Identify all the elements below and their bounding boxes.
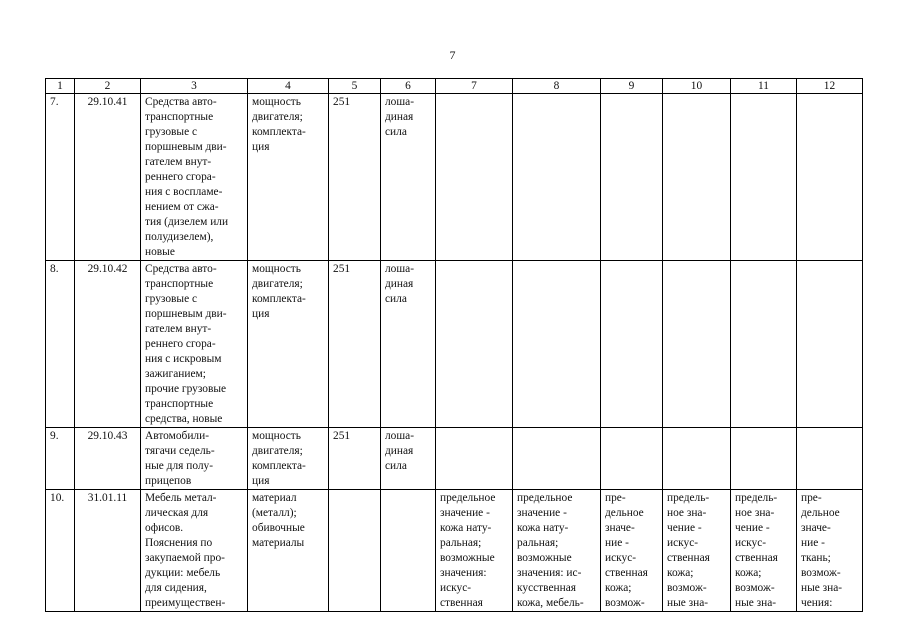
okei-code: 251 xyxy=(329,428,381,490)
okpd2-code: 29.10.42 xyxy=(75,261,141,428)
page-number: 7 xyxy=(449,48,456,62)
value-cell: предель- ное зна- чение - искус- ственная кожа; возмож- ные зна- xyxy=(663,490,731,612)
unit-name: лоша- диная сила xyxy=(381,428,436,490)
table-row xyxy=(46,261,863,428)
column-header: 7 xyxy=(436,79,513,94)
column-header: 2 xyxy=(75,79,141,94)
row-number: 7. xyxy=(46,94,75,261)
value-cell xyxy=(663,261,731,428)
unit-name: лоша- диная сила xyxy=(381,261,436,428)
column-header: 12 xyxy=(797,79,863,94)
okpd2-code: 29.10.41 xyxy=(75,94,141,261)
value-cell xyxy=(601,94,663,261)
okpd2-code: 29.10.43 xyxy=(75,428,141,490)
row-number: 8. xyxy=(46,261,75,428)
column-header: 3 xyxy=(141,79,248,94)
okei-code: 251 xyxy=(329,261,381,428)
value-cell xyxy=(601,261,663,428)
value-cell xyxy=(731,261,797,428)
column-header: 11 xyxy=(731,79,797,94)
product-name: Средства авто- транспортные грузовые с поршневым дви- гателем внут- реннего сгора- ния с искровым зажиганием; прочие грузовые транспортные средства, новые xyxy=(141,261,248,428)
value-cell: предельное значение - кожа нату- ральная; возможные значения: искус- ственная xyxy=(436,490,513,612)
value-cell xyxy=(663,94,731,261)
value-cell xyxy=(797,261,863,428)
value-cell xyxy=(663,428,731,490)
value-cell xyxy=(731,94,797,261)
column-header: 4 xyxy=(248,79,329,94)
value-cell: предель- ное зна- чение - искус- ственная кожа; возмож- ные зна- xyxy=(731,490,797,612)
value-cell xyxy=(513,94,601,261)
okei-code xyxy=(329,490,381,612)
column-header: 8 xyxy=(513,79,601,94)
value-cell: пре- дельное значе- ние - искус- ственная кожа; возмож- xyxy=(601,490,663,612)
column-header: 9 xyxy=(601,79,663,94)
row-number: 10. xyxy=(46,490,75,612)
value-cell xyxy=(513,428,601,490)
value-cell xyxy=(436,428,513,490)
value-cell xyxy=(797,428,863,490)
column-header: 1 xyxy=(46,79,75,94)
value-cell: пре- дельное значе- ние - ткань; возмож- ные зна- чения: xyxy=(797,490,863,612)
column-header: 6 xyxy=(381,79,436,94)
product-name: Средства авто- транспортные грузовые с поршневым дви- гателем внут- реннего сгора- ния с воспламе- нением от сжа- тия (дизелем или полудизелем), новые xyxy=(141,94,248,261)
column-header: 5 xyxy=(329,79,381,94)
characteristics: мощность двигателя; комплекта- ция xyxy=(248,428,329,490)
characteristics: мощность двигателя; комплекта- ция xyxy=(248,94,329,261)
specification-table xyxy=(45,78,863,612)
characteristics: материал (металл); обивочные материалы xyxy=(248,490,329,612)
product-name: Мебель метал- лическая для офисов. Пояснения по закупаемой про- дукции: мебель для сидения, преимуществен- xyxy=(141,490,248,612)
okpd2-code: 31.01.11 xyxy=(75,490,141,612)
characteristics: мощность двигателя; комплекта- ция xyxy=(248,261,329,428)
value-cell: предельное значение - кожа нату- ральная; возможные значения: ис- кусственная кожа, мебель- xyxy=(513,490,601,612)
row-number: 9. xyxy=(46,428,75,490)
value-cell xyxy=(731,428,797,490)
value-cell xyxy=(436,261,513,428)
table-row xyxy=(46,490,863,612)
unit-name xyxy=(381,490,436,612)
column-number-row xyxy=(46,79,863,94)
column-header: 10 xyxy=(663,79,731,94)
value-cell xyxy=(513,261,601,428)
table-row xyxy=(46,94,863,261)
product-name: Автомобили- тягачи седель- ные для полу- прицепов xyxy=(141,428,248,490)
value-cell xyxy=(601,428,663,490)
unit-name: лоша- диная сила xyxy=(381,94,436,261)
value-cell xyxy=(436,94,513,261)
value-cell xyxy=(797,94,863,261)
table-row xyxy=(46,428,863,490)
okei-code: 251 xyxy=(329,94,381,261)
